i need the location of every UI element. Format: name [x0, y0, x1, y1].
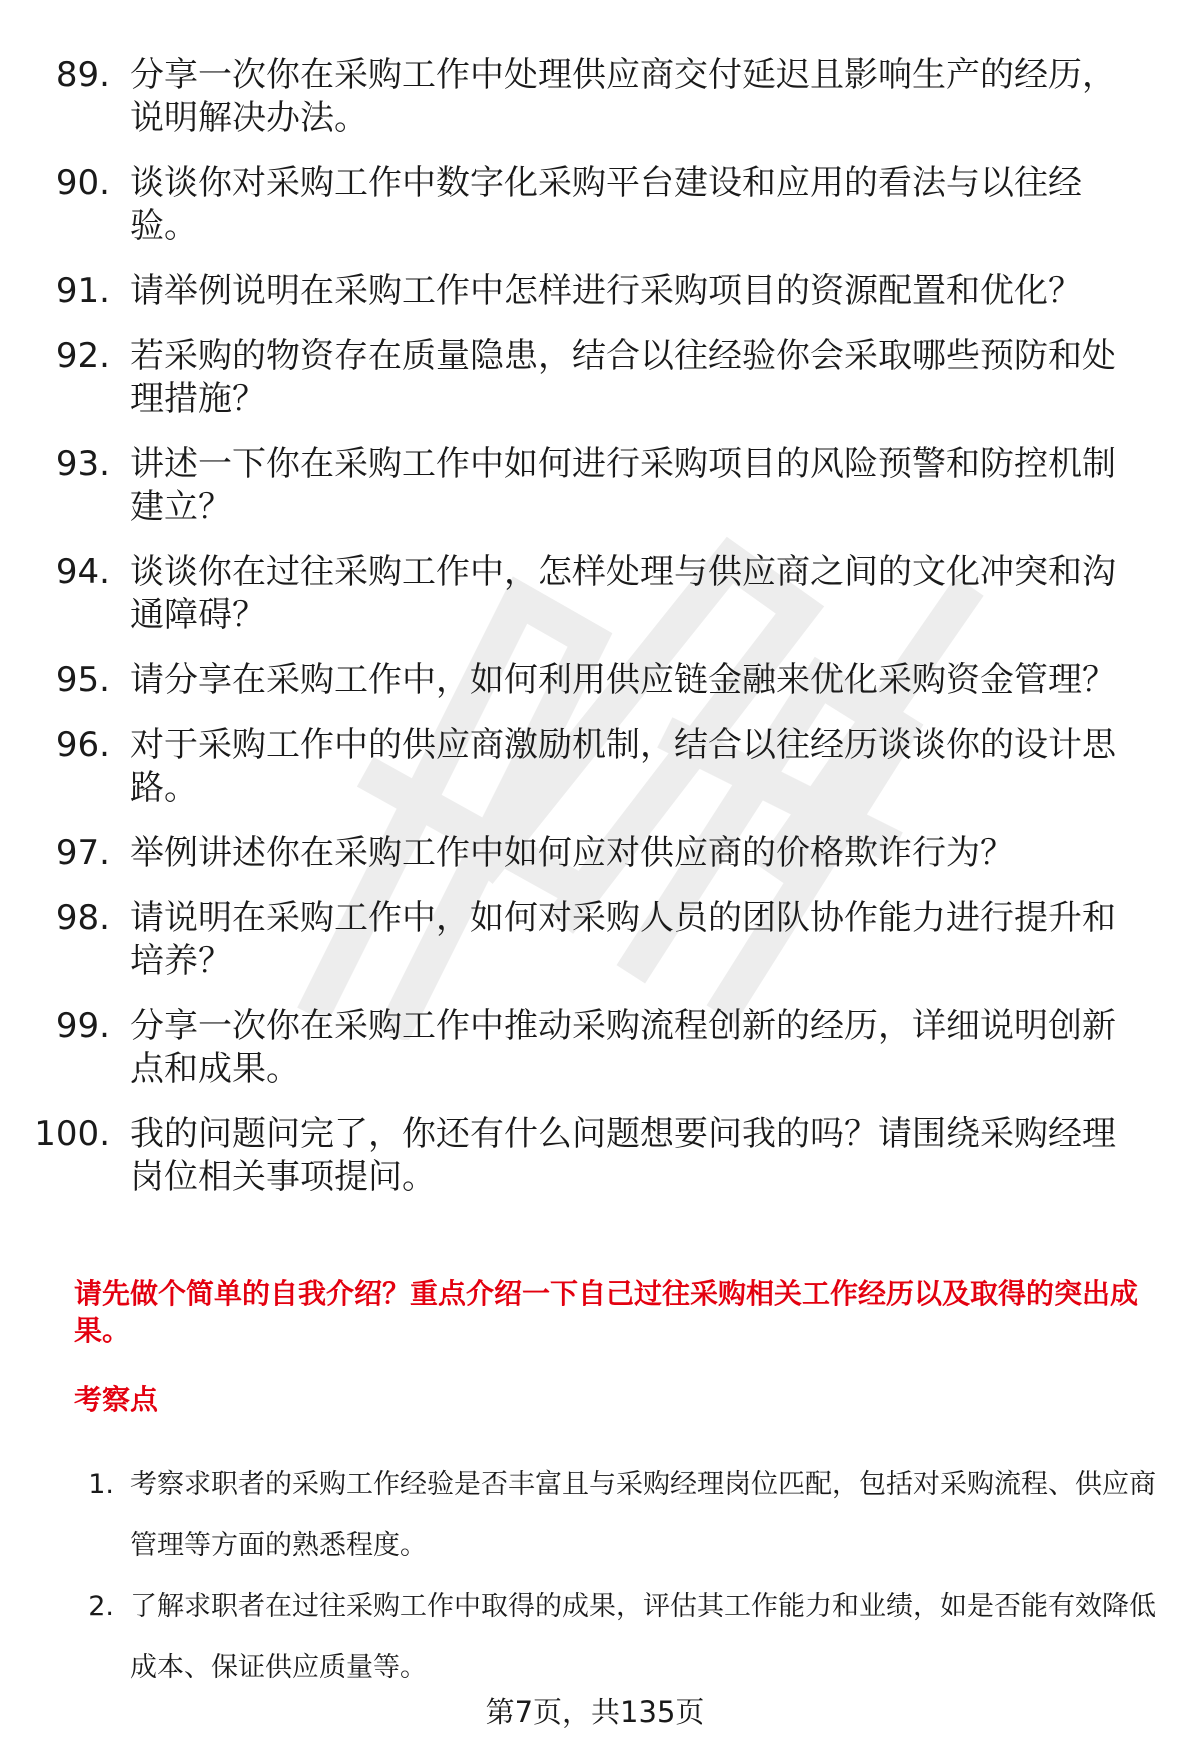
- question-item: [0, 1113, 1190, 1199]
- question-number: 95.: [55, 660, 110, 700]
- question-number: 91.: [55, 271, 110, 311]
- question-item: [0, 832, 1190, 875]
- question-text: 若采购的物资存在质量隐患，结合以往经验你会采取哪些预防和处理措施？: [130, 336, 1116, 419]
- question-number: 92.: [55, 336, 110, 376]
- section-subheading: 考察点: [74, 1383, 159, 1416]
- question-item: [0, 443, 1190, 529]
- point-number: 2.: [88, 1591, 114, 1622]
- question-text: 请说明在采购工作中，如何对采购人员的团队协作能力进行提升和培养？: [130, 898, 1116, 981]
- question-item: [0, 659, 1190, 702]
- question-item: [0, 335, 1190, 421]
- answer-section: [74, 1275, 1159, 1698]
- question-text: 请举例说明在采购工作中怎样进行采购项目的资源配置和优化？: [130, 271, 1082, 311]
- question-text: 举例讲述你在采购工作中如何应对供应商的价格欺诈行为？: [130, 833, 1014, 873]
- question-text: 谈谈你对采购工作中数字化采购平台建设和应用的看法与以往经验。: [130, 163, 1082, 246]
- question-item: [0, 162, 1190, 248]
- question-number: 89.: [55, 55, 110, 95]
- question-number: 98.: [55, 898, 110, 938]
- question-number: 100.: [34, 1114, 110, 1154]
- question-item: [0, 270, 1190, 313]
- question-item: [0, 54, 1190, 140]
- question-item: [0, 897, 1190, 983]
- question-text: 我的问题问完了，你还有什么问题想要问我的吗？请围绕采购经理岗位相关事项提问。: [130, 1114, 1116, 1197]
- question-number: 99.: [55, 1006, 110, 1046]
- assessment-points: [74, 1454, 1159, 1698]
- question-item: [0, 551, 1190, 637]
- section-heading: 请先做个简单的自我介绍？重点介绍一下自己过往采购相关工作经历以及取得的突出成果。: [74, 1277, 1139, 1347]
- question-number: 94.: [55, 552, 110, 592]
- question-text: 讲述一下你在采购工作中如何进行采购项目的风险预警和防控机制建立？: [130, 444, 1116, 527]
- question-item: [0, 1005, 1190, 1091]
- assessment-point: [74, 1576, 1159, 1698]
- question-number: 93.: [55, 444, 110, 484]
- question-number: 97.: [55, 833, 110, 873]
- question-text: 对于采购工作中的供应商激励机制，结合以往经历谈谈你的设计思路。: [130, 725, 1116, 808]
- page-number: 第7页，共135页: [485, 1695, 705, 1729]
- question-text: 分享一次你在采购工作中处理供应商交付延迟且影响生产的经历，说明解决办法。: [130, 55, 1116, 138]
- point-number: 1.: [88, 1469, 114, 1500]
- question-text: 分享一次你在采购工作中推动采购流程创新的经历，详细说明创新点和成果。: [130, 1006, 1116, 1089]
- question-item: [0, 724, 1190, 810]
- point-text: 考察求职者的采购工作经验是否丰富且与采购经理岗位匹配，包括对采购流程、供应商管理等方面的熟悉程度。: [130, 1469, 1156, 1561]
- question-text: 谈谈你在过往采购工作中，怎样处理与供应商之间的文化冲突和沟通障碍？: [130, 552, 1116, 635]
- question-text: 请分享在采购工作中，如何利用供应链金融来优化采购资金管理？: [130, 660, 1116, 700]
- point-text: 了解求职者在过往采购工作中取得的成果，评估其工作能力和业绩，如是否能有效降低成本、保证供应质量等。: [130, 1591, 1156, 1683]
- question-number: 90.: [55, 163, 110, 203]
- assessment-point: [74, 1454, 1159, 1576]
- question-number: 96.: [55, 725, 110, 765]
- question-list: [0, 54, 1190, 1221]
